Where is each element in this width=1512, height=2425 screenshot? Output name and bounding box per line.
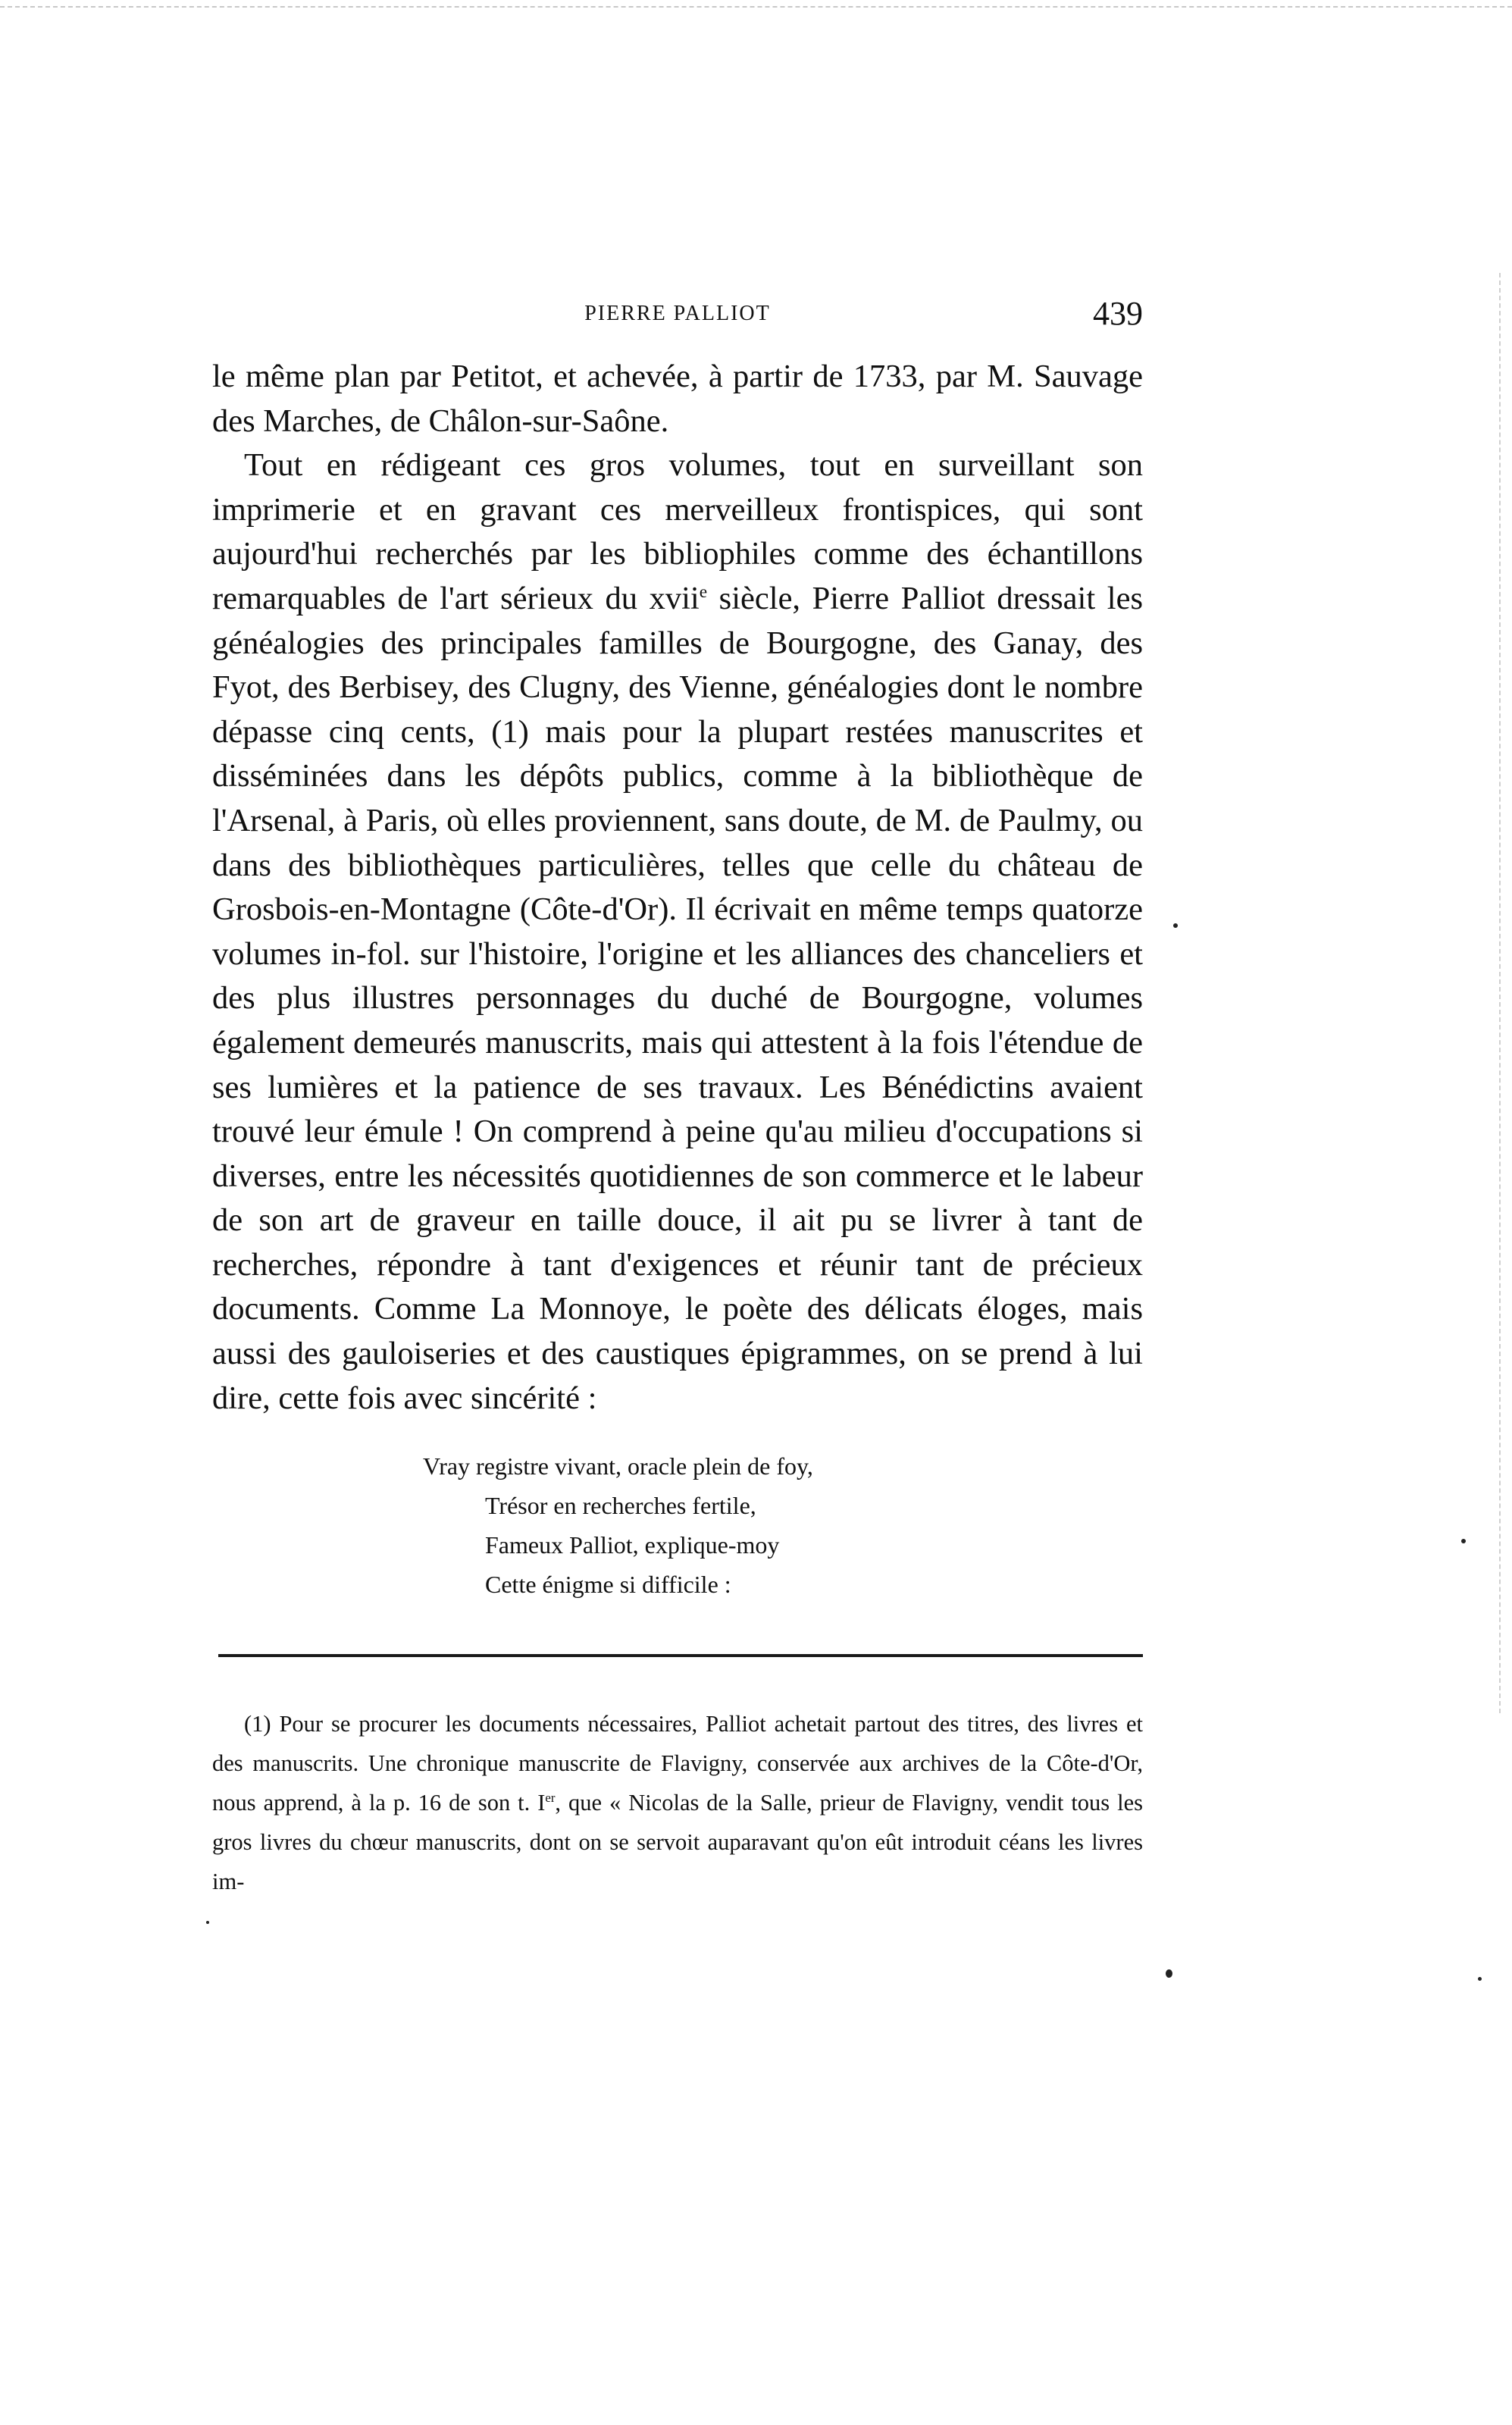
footnote-part: , que « Nicolas de la Salle, prieur de Flavigny, vendit tous les gros livres du chœur manuscrits, dont on se servoit auparavant qu'on eût introduit céans les livres im- [212, 1790, 1144, 1894]
footnote-part: (1) Pour se procurer les documents nécessaires, Palliot achetait partout des titres, des livres et des manuscrits. Une chronique manuscrite de Flavigny, conservée aux archives de la Côte-d'Or, nous apprend, à la p. 16 de son t. I [212, 1711, 1143, 1816]
scan-edge-top [0, 6, 1512, 8]
verse-line: Vray registre vivant, oracle plein de foy, [423, 1452, 813, 1480]
footnote [212, 1704, 1143, 1901]
superscript: e [699, 581, 708, 602]
verse-line: Cette énigme si difficile : [485, 1571, 731, 1598]
scan-speck [1461, 1539, 1466, 1543]
superscript: er [545, 1790, 556, 1805]
verse-line: Trésor en recherches fertile, [485, 1492, 756, 1519]
paragraph-text: Tout en rédigeant ces gros volumes, tout en surveillant son imprimerie et en gravant ces merveilleux frontispices, qui sont aujourd'hui recherchés par les bibliophiles comme des échantillons remarquables de l'art sérieux du xvii [212, 447, 1143, 616]
scan-speck [206, 1921, 209, 1924]
scan-speck [1478, 1977, 1482, 1981]
scan-edge-right [1499, 273, 1501, 1713]
paragraph: le même plan par Petitot, et achevée, à partir de 1733, par M. Sauvage des Marches, de Châlon-sur-Saône. [212, 359, 1143, 439]
scan-speck [1166, 1969, 1172, 1978]
running-head [212, 294, 1143, 340]
body-text [212, 355, 1143, 1421]
verse-line: Fameux Palliot, explique-moy [485, 1531, 780, 1559]
paragraph [212, 443, 1143, 1421]
footnote-divider [218, 1654, 1143, 1657]
footnote-text [212, 1704, 1143, 1901]
running-title: PIERRE PALLIOT [584, 302, 771, 325]
page-number: 439 [1093, 295, 1143, 332]
scan-speck [1173, 923, 1178, 928]
verse-quotation [423, 1446, 813, 1604]
paragraph-text: siècle, Pierre Palliot dressait les généalogies des principales familles de Bourgogne, des Ganay, des Fyot, des Berbisey, des Clugny, des Vienne, généalogies dont le nombre dépasse cinq cents, (1) mais pour la plupart restées manuscrites et disséminées dans les dépôts publics, comme à la bibliothèque de l'Arsenal, à Paris, où elles proviennent, sans doute, de M. de Paulmy, ou dans des bibliothèques particulières, telles que celle du château de Grosbois-en-Montagne (Côte-d'Or). Il écrivait en même temps quatorze volumes in-fol. sur l'histoire, l'origine et les alliances des chanceliers et des plus illustres personnages du duché de Bourgogne, volumes également demeurés manuscrits, mais qui attestent à la fois l'étendue de ses lumières et la patience de ses travaux. Les Bénédictins avaient trouvé leur émule ! On comprend à peine qu'au milieu d'occupations si diverses, entre les nécessités quotidiennes de son commerce et le labeur de son art de graveur en taille douce, il ait pu se livrer à tant de recherches, répondre à tant d'exigences et réunir tant de précieux documents. Comme La Monnoye, le poète des délicats éloges, mais aussi des gauloiseries et des caustiques épigrammes, on se prend à lui dire, cette fois avec sincérité : [212, 580, 1143, 1416]
